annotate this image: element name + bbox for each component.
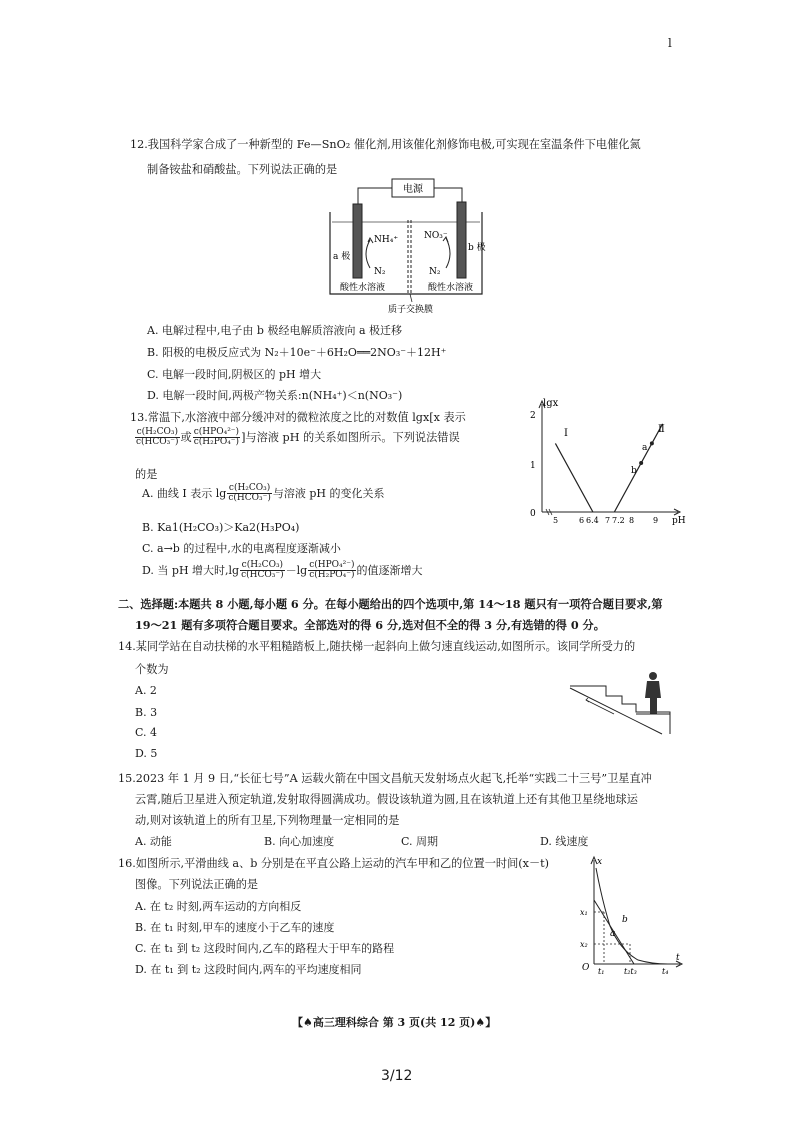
q14-option-d: D. 5 <box>135 747 158 760</box>
left-product: NH₄⁺ <box>374 235 399 245</box>
q15-option-d: D. 线速度 <box>540 835 589 848</box>
page-number: 3/12 <box>381 1068 413 1084</box>
q16-line1: 16.如图所示,平滑曲线 a、b 分别是在平直公路上运动的汽车甲和乙的位置一时间(x－t) <box>118 857 550 870</box>
y-tick-0: 0 <box>530 509 536 519</box>
left-solution-label: 酸性水溶液 <box>340 283 386 293</box>
x2-label: x₂ <box>580 940 588 949</box>
q15-line1: 15.2023 年 1 月 9 日,“长征七号”A 运载火箭在中国文昌航天发射场点火起飞,托举“实践二十三号”卫星直冲 <box>118 772 652 785</box>
x-tick-6-4: 6.4 <box>586 516 599 525</box>
x-tick-8: 8 <box>629 516 635 525</box>
curve-2-label: Ⅱ <box>658 424 665 435</box>
q15-line2: 云霄,随后卫星进入预定轨道,发射取得圆满成功。假设该轨道为圆,且在该轨道上还有其他卫星绕地球运 <box>135 793 638 806</box>
q14-option-b: B. 3 <box>135 706 158 719</box>
right-reactant: N₂ <box>429 267 441 277</box>
x1-label: x₁ <box>580 908 588 917</box>
y-tick-2: 2 <box>530 411 536 421</box>
t2t3-label: t₂t₃ <box>624 967 637 976</box>
right-solution-label: 酸性水溶液 <box>428 283 474 293</box>
series-line-2 <box>614 424 662 512</box>
x-tick-5: 5 <box>553 516 559 525</box>
q13-fraction-2: $\frac{\text{c(HPO₄²⁻)}}{\text{c(H₂PO₄⁻)}}$ <box>193 427 240 448</box>
q13-line3: 的是 <box>135 468 158 481</box>
point-a-label: a <box>642 443 648 453</box>
q12-option-a: A. 电解过程中,电子由 b 极经电解质溶液向 a 极迁移 <box>147 324 403 337</box>
q16-line2: 图像。下列说法正确的是 <box>135 878 259 891</box>
point-b-label: b <box>631 466 637 476</box>
q12-line1: 12.我国科学家合成了一种新型的 Fe—SnO₂ 催化剂,用该催化剂修饰电极,可实现在室温条件下电催化氮 <box>130 138 641 151</box>
q12-option-c: C. 电解一段时间,阴极区的 pH 增大 <box>147 368 322 381</box>
q13-option-b: B. Ka1(H₂CO₃)＞Ka2(H₃PO₄) <box>142 521 300 534</box>
q14-line2: 个数为 <box>135 663 169 676</box>
x-tick-7: 7 <box>605 516 611 525</box>
q16-option-d: D. 在 t₁ 到 t₂ 这段时间内,两车的平均速度相同 <box>135 963 362 976</box>
q16-option-a: A. 在 t₂ 时刻,两车运动的方向相反 <box>135 900 302 913</box>
q12-line2: 制备铵盐和硝酸盐。下列说法正确的是 <box>147 163 338 176</box>
q13-option-a: A. 曲线 Ⅰ 表示 lg $\frac{\text{c(H₂CO₃)}}{\text{c(HCO₃⁻)}}$ 与溶液 pH 的变化关系 <box>142 483 385 504</box>
curve-b-label: b <box>622 915 628 925</box>
q15-option-c: C. 周期 <box>401 835 439 848</box>
series-line-1 <box>555 443 593 512</box>
a-pole-label: a 极 <box>333 252 351 262</box>
q14-option-a: A. 2 <box>135 684 157 697</box>
t1-label: t₁ <box>598 967 605 976</box>
q15-line3: 动,则对该轨道上的所有卫星,下列物理量一定相同的是 <box>135 814 400 827</box>
q15-option-a: A. 动能 <box>135 835 172 848</box>
curve-a-label: a <box>610 929 616 939</box>
lgx-ph-chart <box>512 396 690 530</box>
q12-option-d: D. 电解一段时间,两极产物关系:n(NH₄⁺)＜n(NO₃⁻) <box>147 389 403 402</box>
t4-label: t₄ <box>662 967 669 976</box>
origin-label: O <box>582 963 590 973</box>
point-b <box>639 461 643 465</box>
y-axis-label: lgx <box>543 398 559 409</box>
section2-line2: 19～21 题有多项符合题目要求。全部选对的得 6 分,选对但不全的得 3 分,有选错的得 0 分。 <box>135 618 605 632</box>
x-tick-9: 9 <box>653 516 659 525</box>
x-tick-7-2: 7.2 <box>612 516 625 525</box>
q13-line1: 13.常温下,水溶液中部分缓冲对的微粒浓度之比的对数值 lgx[x 表示 <box>130 411 466 424</box>
q15-option-b: B. 向心加速度 <box>264 835 335 848</box>
x-tick-6: 6 <box>579 516 585 525</box>
b-pole-label: b 极 <box>468 243 486 253</box>
q13-option-d: D. 当 pH 增大时,lg $\frac{\text{c(H₂CO₃)}}{\text{c(HCO₃⁻)}}$ －lg $\frac{\text{c(HPO₄²⁻)}}{\text{c(H₂PO₄⁻)}}$ 的值逐渐增大 <box>142 560 423 581</box>
curve-a <box>596 868 668 964</box>
q14-option-c: C. 4 <box>135 726 158 739</box>
q13-fraction-1: $\frac{\text{c(H₂CO₃)}}{\text{c(HCO₃⁻)}}$ <box>136 427 179 448</box>
t-axis-label: t <box>676 953 680 963</box>
corner-mark: l <box>668 36 672 50</box>
x-t-graph <box>578 852 686 976</box>
x-axis-label: x <box>597 857 603 867</box>
person-icon <box>645 672 661 714</box>
membrane-label: 质子交换膜 <box>388 305 434 314</box>
section2-line1: 二、选择题:本题共 8 小题,每小题 6 分。在每小题给出的四个选项中,第 14～18 题只有一项符合题目要求,第 <box>118 597 663 611</box>
power-label: 电源 <box>403 184 423 195</box>
q13-option-c: C. a→b 的过程中,水的电离程度逐渐减小 <box>142 542 341 555</box>
right-product: NO₃⁻ <box>424 231 448 241</box>
left-reactant: N₂ <box>374 267 386 277</box>
q16-option-c: C. 在 t₁ 到 t₂ 这段时间内,乙车的路程大于甲车的路程 <box>135 942 395 955</box>
x-axis-label: pH <box>672 516 686 526</box>
y-tick-1: 1 <box>530 461 536 471</box>
q16-option-b: B. 在 t₁ 时刻,甲车的速度小于乙车的速度 <box>135 921 335 934</box>
curve-1-label: Ⅰ <box>564 428 568 439</box>
escalator-figure <box>566 668 678 736</box>
page-footer: 【♠高三理科综合 第 3 页(共 12 页)♠】 <box>292 1016 497 1029</box>
q12-option-b: B. 阳极的电极反应式为 N₂＋10e⁻＋6H₂O══2NO₃⁻＋12H⁺ <box>147 346 447 359</box>
q13-line2: $\frac{\text{c(H₂CO₃)}}{\text{c(HCO₃⁻)}}$ 或 $\frac{\text{c(HPO₄²⁻)}}{\text{c(H₂PO₄⁻)}}$ ]与溶液 pH 的关系如图所示。下列说法错误 <box>136 427 460 448</box>
electrolysis-diagram <box>316 176 494 314</box>
q14-line1: 14.某同学站在自动扶梯的水平粗糙踏板上,随扶梯一起斜向上做匀速直线运动,如图所示。该同学所受力的 <box>118 640 636 653</box>
point-a <box>650 441 654 445</box>
